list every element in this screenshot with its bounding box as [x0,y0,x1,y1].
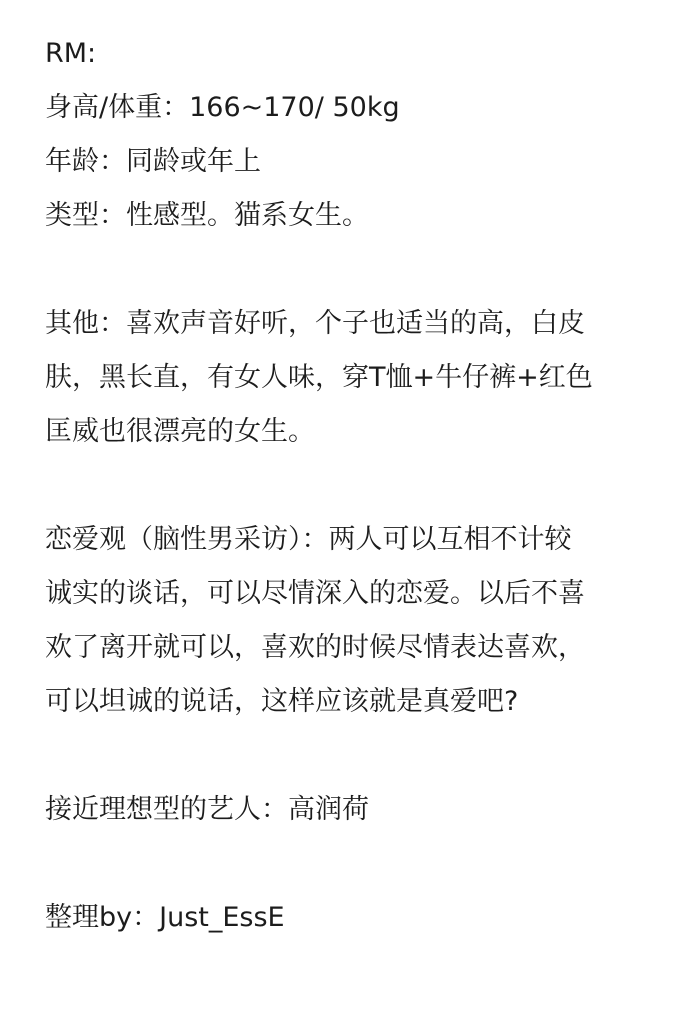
closest-artist-line: 接近理想型的艺人：高润荷 [45,794,369,825]
other-line: 其他：喜欢声音好听，个子也适当的高，白皮 [45,308,585,339]
love-view-block [45,513,655,729]
height-weight-line: 身高/体重：166~170/ 50kg [45,92,400,123]
paragraph-spacer [45,459,655,513]
paragraph-spacer [45,729,655,783]
profile-block [45,27,655,243]
love-view-line: 可以坦诚的说话，这样应该就是真爱吧? [45,686,519,717]
other-line: 匡威也很漂亮的女生。 [45,416,315,447]
love-view-line: 恋爱观（脑性男采访）：两人可以互相不计较 [45,524,572,555]
paragraph-spacer [45,837,655,891]
paragraph-spacer [45,243,655,297]
age-line: 年龄：同龄或年上 [45,146,261,177]
other-block [45,297,655,459]
compiled-by-line: 整理by：Just_EssE [45,902,285,933]
love-view-line: 欢了离开就可以，喜欢的时候尽情表达喜欢， [45,632,585,663]
type-line: 类型：性感型。猫系女生。 [45,200,369,231]
love-view-line: 诚实的谈话，可以尽情深入的恋爱。以后不喜 [45,578,585,609]
other-line: 肤，黑长直，有女人味，穿T恤+牛仔裤+红色 [45,362,593,393]
member-name-line: RM: [45,38,97,69]
document-body [45,27,655,945]
